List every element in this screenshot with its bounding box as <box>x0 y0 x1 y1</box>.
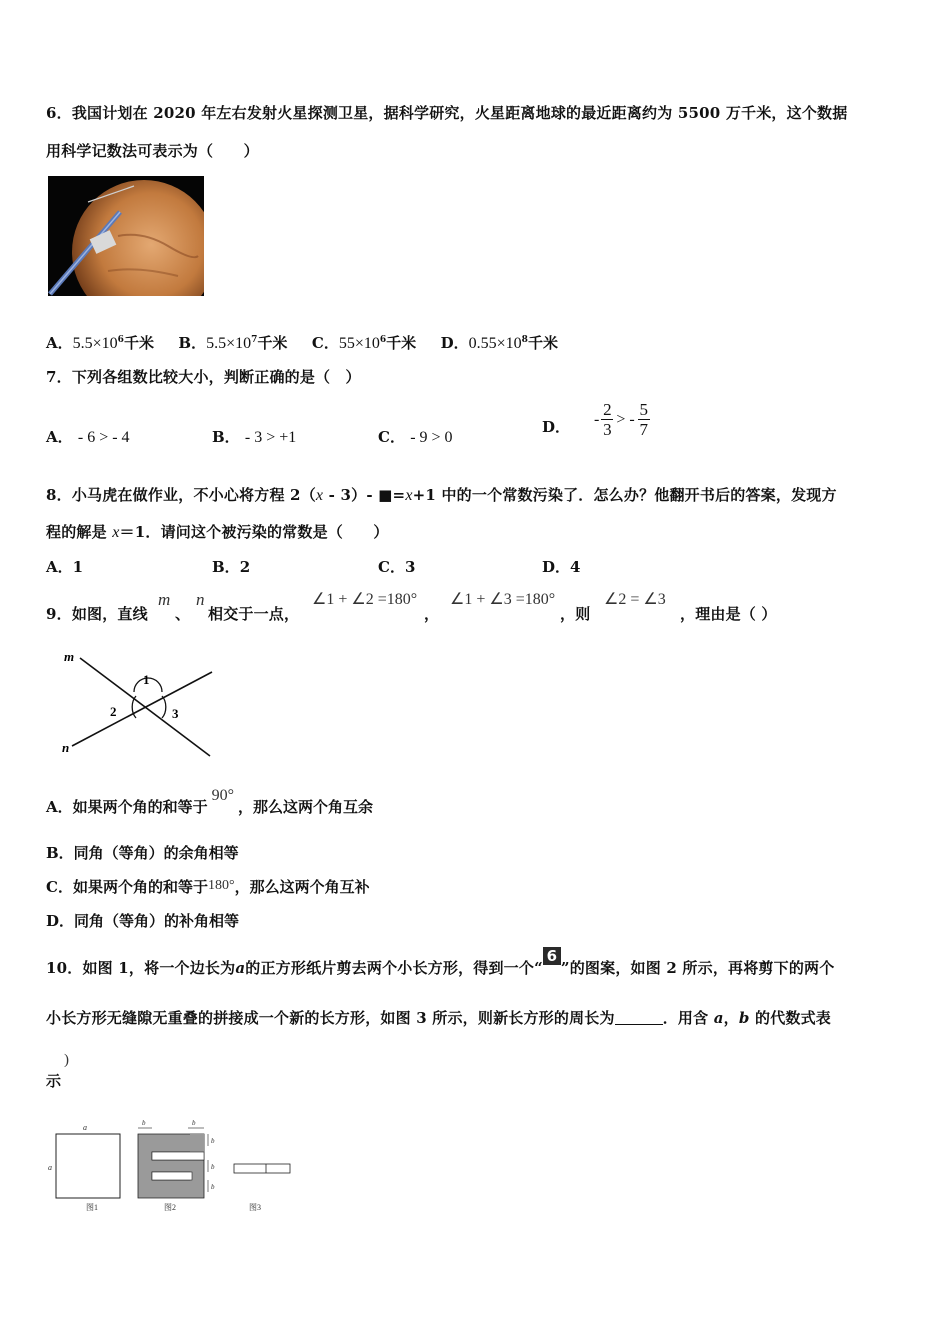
q6-options <box>46 332 558 353</box>
q10-figures <box>46 1116 296 1216</box>
q7-option-c[interactable]: C． - 9 > 0 <box>378 428 453 446</box>
fig2-caption: 图2 <box>164 1203 176 1212</box>
q10-stem-line1: 10．如图 1，将一个边长为a的正方形纸片剪去两个小长方形，得到一个“6”的图案，如图 2 所示，再将剪下的两个 <box>46 947 835 977</box>
q9-option-c[interactable]: C．如果两个角的和等于180°，那么这两个角互补 <box>46 878 370 896</box>
figure-3-new-rectangle <box>234 1164 290 1212</box>
six-glyph-icon: 6 <box>543 947 561 965</box>
fig3-caption: 图3 <box>249 1203 261 1212</box>
q9-line-n: n <box>196 590 205 609</box>
fig1-a-side: a <box>48 1163 52 1172</box>
q9-comma2: ，则 <box>560 605 591 623</box>
q9-stem-mid: 相交于一点， <box>208 605 300 623</box>
fig2-b-label-2: b <box>192 1119 196 1127</box>
fig1-caption: 图1 <box>86 1203 98 1212</box>
fig2-b-label-3: b <box>211 1137 215 1145</box>
q10-stem-line2: 小长方形无缝隙无重叠的拼接成一个新的长方形，如图 3 所示，则新长方形的周长为 ．用含 a，b 的代数式表 <box>46 1009 832 1027</box>
q9-stem-tail: ，理由是（ ） <box>680 605 777 623</box>
q7-option-d[interactable]: D． - $\frac{2}{3}$ > - $\frac{5}{7}$ <box>542 400 648 439</box>
fraction-2-3: $\frac{2}{3}$ <box>603 400 612 439</box>
fig2-b-label-1: b <box>142 1119 146 1127</box>
q7-option-b[interactable]: B． - 3 > +1 <box>212 428 297 446</box>
fig1-a-top: a <box>83 1123 87 1132</box>
q6-option-b[interactable]: B．$5.5\times 10^7$千米 <box>178 334 288 352</box>
q9-figure-intersecting-lines <box>58 648 218 760</box>
figure-2-six-shape <box>138 1119 215 1212</box>
q9-line-m: m <box>158 590 171 609</box>
q10-stem-line3: 示 <box>46 1072 62 1090</box>
q6-stem-line1: 6．我国计划在 2020 年左右发射火星探测卫星，据科学研究，火星距离地球的最近距离约为 5500 万千米，这个数据 <box>46 104 848 122</box>
q9-comma1: ， <box>424 605 440 623</box>
q9-option-d[interactable]: D．同角（等角）的补角相等 <box>46 912 240 930</box>
q6-option-a[interactable]: A．$5.5\times 10^6$千米 <box>46 334 154 352</box>
q6-stem-line2: 用科学记数法可表示为（ ） <box>46 142 259 160</box>
fig2-b-label-5: b <box>211 1183 215 1191</box>
fraction-5-7: $\frac{5}{7}$ <box>639 400 648 439</box>
q8-stem-line2: 程的解是 x＝1．请问这个被污染的常数是（ ） <box>46 523 389 541</box>
q6-option-d[interactable]: D．$0.55\times 10^8$千米 <box>440 334 558 352</box>
answer-blank[interactable] <box>615 1010 663 1025</box>
q9-eq2: ∠1 + ∠3 =180° <box>450 591 556 608</box>
q6-option-c[interactable]: C．$55\times 10^6$千米 <box>311 334 417 352</box>
q9-eq3: ∠2 = ∠3 <box>604 591 666 608</box>
line-n <box>72 672 212 746</box>
angle-1-label: 1 <box>143 672 150 687</box>
q9-stem-lead: 9．如图，直线 <box>46 605 148 623</box>
q9-sep: 、 <box>175 605 191 623</box>
q8-option-a[interactable]: A．1 <box>46 558 84 576</box>
q7-option-a[interactable]: A． - 6 > - 4 <box>46 428 130 446</box>
angle-3-label: 3 <box>172 706 179 721</box>
q8-option-c[interactable]: C．3 <box>378 558 416 576</box>
angle-2-label: 2 <box>110 704 117 719</box>
q8-option-d[interactable]: D．4 <box>542 558 581 576</box>
q9-option-b[interactable]: B．同角（等角）的余角相等 <box>46 844 239 862</box>
label-n: n <box>62 740 70 755</box>
mars-probe-image <box>48 176 204 296</box>
fig2-b-label-4: b <box>211 1163 215 1171</box>
q7-stem: 7．下列各组数比较大小，判断正确的是（ ） <box>46 368 361 386</box>
q8-option-b[interactable]: B．2 <box>212 558 251 576</box>
q9-eq1: ∠1 + ∠2 =180° <box>312 591 418 608</box>
figure-1-square <box>48 1123 120 1212</box>
q9-option-a[interactable]: A．如果两个角的和等于90°，那么这两个角互余 <box>46 787 374 816</box>
q8-stem-line1: 8．小马虎在做作业，不小心将方程 2（x - 3）- ■=x+1 中的一个常数污染了．怎么办？他翻开书后的答案，发现方 <box>46 486 837 504</box>
label-m: m <box>64 649 75 664</box>
q10-paren: ) <box>64 1052 69 1068</box>
